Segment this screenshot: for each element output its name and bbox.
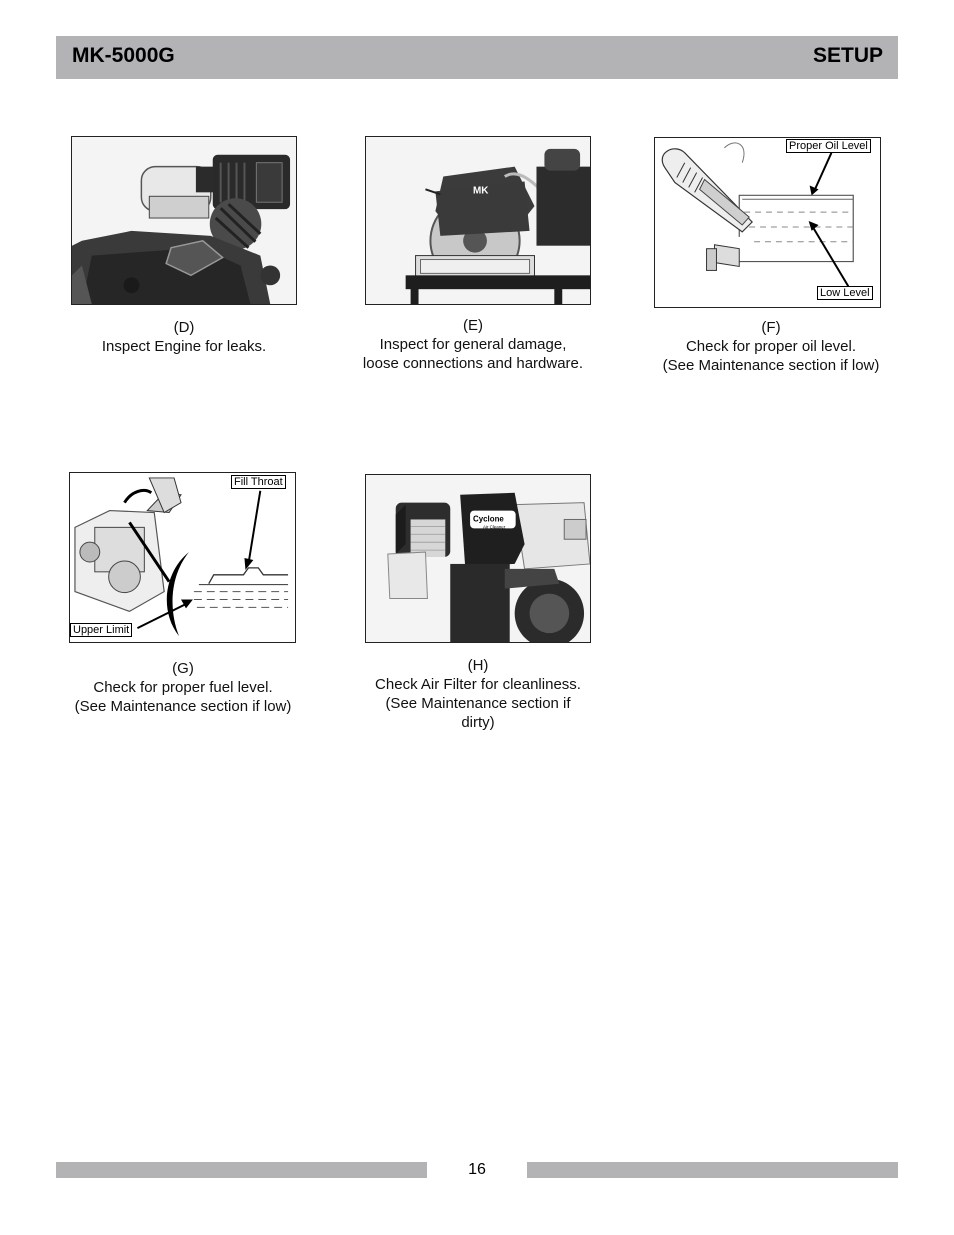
air-cleaner-logo-text: Air Cleaner [482, 524, 506, 530]
fill-throat-callout: Fill Throat [231, 475, 286, 489]
caption-line: Inspect for general damage, [379, 336, 567, 353]
header-bar [56, 36, 898, 79]
caption-line: Check for proper oil level. [685, 338, 857, 355]
caption-line: Check for proper fuel level. [93, 679, 273, 696]
caption-line: (D) [173, 319, 195, 336]
figure-d-caption [71, 318, 297, 356]
footer-bar-right [527, 1162, 898, 1178]
section-title: SETUP [812, 44, 883, 67]
caption-line: loose connections and hardware. [362, 355, 584, 372]
figure-d-engine-photo [71, 136, 297, 305]
figure-g-caption [56, 659, 310, 716]
fuel-level-drawing [70, 473, 295, 642]
figure-h-air-filter-photo [365, 474, 591, 643]
caption-line: (H) [467, 657, 489, 674]
caption-line: (E) [463, 317, 483, 334]
figure-f-caption [640, 318, 902, 375]
air-filter-photo-image [366, 475, 590, 642]
figure-f-oil-level-diagram [654, 137, 881, 308]
caption-line: (G) [172, 660, 194, 677]
cyclone-logo-text: Cyclone [473, 514, 504, 524]
mk-logo-text: MK [473, 185, 489, 197]
proper-oil-level-callout: Proper Oil Level [786, 139, 871, 153]
figure-g-fuel-level-diagram [69, 472, 296, 643]
upper-limit-callout: Upper Limit [70, 623, 132, 637]
model-title: MK-5000G [72, 44, 175, 67]
caption-line: dirty) [461, 714, 495, 731]
caption-line: (See Maintenance section if [385, 695, 571, 712]
caption-line: (F) [761, 319, 781, 336]
caption-line: (See Maintenance section if low) [74, 698, 292, 715]
saw-photo-image [366, 137, 590, 304]
low-level-callout: Low Level [817, 286, 873, 300]
footer-bar-left [56, 1162, 427, 1178]
engine-photo-image [72, 137, 296, 304]
caption-line: (See Maintenance section if low) [662, 357, 880, 374]
caption-line: Inspect Engine for leaks. [101, 338, 267, 355]
figure-e-saw-photo [365, 136, 591, 305]
figure-h-caption [358, 656, 598, 732]
oil-level-drawing [655, 138, 880, 307]
page-number: 16 [468, 1161, 486, 1178]
figure-e-caption [350, 316, 596, 373]
caption-line: Check Air Filter for cleanliness. [375, 676, 581, 693]
